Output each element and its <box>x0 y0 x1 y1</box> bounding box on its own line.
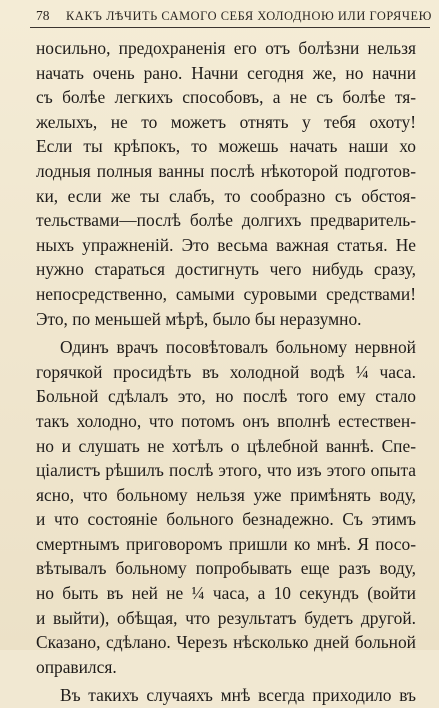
text-line: ки, если же ты слабъ, то сообразно съ обстоя- <box>36 185 416 206</box>
paragraph-3 <box>36 683 416 708</box>
text-line: Одинъ врачъ посовѣтовалъ больному нервной <box>60 337 416 358</box>
page-number: 78 <box>36 8 50 23</box>
text-line: ныхъ упражненій. Это весьма важная статья. Не <box>36 234 416 255</box>
text-line: такъ холодно, что потомъ онъ вполнѣ естествен- <box>36 410 416 431</box>
text-line: и что состояніе больного безнадежно. Съ этимъ <box>36 509 416 530</box>
text-line: и выйти), обѣщая, что результатъ будетъ другой. <box>36 607 416 628</box>
text-line: оправился. <box>36 656 117 677</box>
text-line: ясно, что больному нельзя уже примѣнять воду, <box>36 484 416 505</box>
paragraph-1 <box>36 36 416 331</box>
body-text <box>36 36 416 708</box>
text-line: носильно, предохраненія его отъ болѣзни нельзя <box>36 38 416 58</box>
text-line: ціалистъ рѣшилъ послѣ этого, что изъ этого опыта <box>36 460 416 481</box>
header-rule <box>30 27 430 28</box>
running-head: КАКЪ ЛѢЧИТЬ САМОГО СЕБЯ ХОЛОДНОЮ ИЛИ ГОРЯЧЕЮ <box>66 9 432 23</box>
text-line: горячкой просидѣть въ холодной водѣ ¼ часа. <box>36 361 416 382</box>
text-line: нужно стараться достигнуть чего нибудь сразу, <box>36 259 416 280</box>
text-line: Больной сдѣлалъ это, но послѣ того ему стало <box>36 386 416 407</box>
text-line: смертнымъ приговоромъ пришли ко мнѣ. Я посо- <box>36 533 416 554</box>
text-line: съ болѣе легкихъ способовъ, а не съ болѣе тя- <box>36 87 416 108</box>
text-line: но и слушать не хотѣлъ о цѣлебной ваннѣ. Спе- <box>36 435 416 456</box>
text-line: непосредственно, самыми суровыми средствами! <box>36 283 416 304</box>
text-line: Это, по меньшей мѣрѣ, было бы неразумно. <box>36 308 362 329</box>
text-line: лодныя полныя ванны послѣ нѣкоторой подготов- <box>36 160 416 181</box>
text-line: Если ты крѣпокъ, то можешь начать наши хо <box>36 136 416 157</box>
text-line: начать очень рано. Начни сегодня же, но начни <box>36 62 416 83</box>
text-line: но быть въ ней не ¼ часа, а 10 секундъ (войти <box>36 583 416 604</box>
text-line: Сказано, сдѣлано. Черезъ нѣсколько дней больной <box>36 632 416 653</box>
text-line: вѣтывалъ больному попробывать еще разъ воду, <box>36 558 416 579</box>
text-line: Въ такихъ случаяхъ мнѣ всегда приходило въ <box>60 685 416 706</box>
text-line: тельствами—послѣ болѣе долгихъ предваритель- <box>36 210 416 231</box>
paragraph-2 <box>36 335 416 679</box>
page-header <box>30 8 430 26</box>
text-line: желыхъ, не то можетъ отнять у тебя охоту! <box>36 111 416 132</box>
